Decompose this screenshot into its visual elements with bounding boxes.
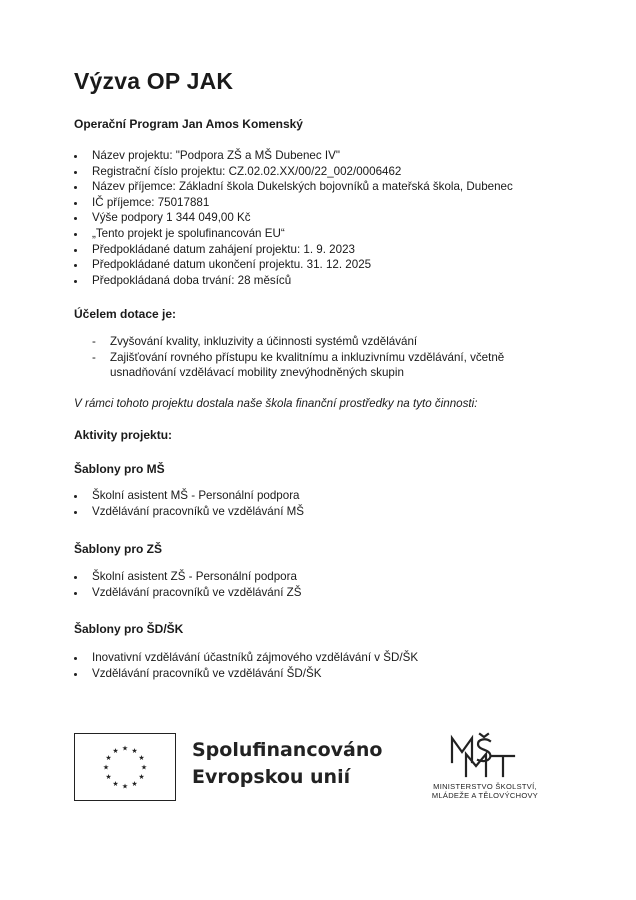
list-item: Předpokládané datum zahájení projektu: 1. 9. 2023 <box>74 242 513 258</box>
list-item: Předpokládané datum ukončení projektu. 31. 12. 2025 <box>74 257 513 273</box>
list-item: Registrační číslo projektu: CZ.02.02.XX/00/22_002/0006462 <box>74 164 513 180</box>
list-item: IČ příjemce: 75017881 <box>74 195 513 211</box>
section-heading-zs: Šablony pro ZŠ <box>74 542 163 556</box>
purpose-list <box>92 334 550 381</box>
msmt-caption <box>410 782 560 800</box>
eu-line-1: Spolufinancováno <box>192 739 383 761</box>
star-icon: ★ <box>131 781 138 788</box>
section-list-sd-sk <box>74 650 418 681</box>
list-item: Název příjemce: Základní škola Dukelských bojovníků a mateřská škola, Dubenec <box>74 179 513 195</box>
list-item: - Zvyšování kvality, inkluzivity a účinnosti systémů vzdělávání <box>92 334 550 350</box>
list-item: Vzdělávání pracovníků ve vzdělávání ZŠ <box>74 585 301 601</box>
list-item: Vzdělávání pracovníků ve vzdělávání MŠ <box>74 504 304 520</box>
page-title: Výzva OP JAK <box>74 68 234 94</box>
activities-heading: Aktivity projektu: <box>74 428 173 442</box>
list-item: Školní asistent MŠ - Personální podpora <box>74 488 304 504</box>
list-item: Název projektu: "Podpora ZŠ a MŠ Dubenec IV" <box>74 148 513 164</box>
star-icon: ★ <box>105 755 112 762</box>
msmt-logo <box>410 732 570 806</box>
star-icon: ★ <box>121 745 129 753</box>
project-info-list <box>74 148 513 288</box>
list-item: Vzdělávání pracovníků ve vzdělávání ŠD/ŠK <box>74 666 418 682</box>
eu-line-2: Evropskou unií <box>192 766 351 788</box>
star-icon: ★ <box>112 748 119 755</box>
eu-flag-icon <box>74 733 176 801</box>
star-icon: ★ <box>105 774 112 781</box>
program-subtitle: Operační Program Jan Amos Komenský <box>74 117 303 131</box>
list-item: Školní asistent ZŠ - Personální podpora <box>74 569 301 585</box>
star-icon: ★ <box>131 748 138 755</box>
section-heading-sd-sk: Šablony pro ŠD/ŠK <box>74 622 184 636</box>
section-heading-ms: Šablony pro MŠ <box>74 462 165 476</box>
section-list-zs <box>74 569 301 600</box>
list-item: „Tento projekt je spolufinancován EU“ <box>74 226 513 242</box>
list-item: Inovativní vzdělávání účastníků zájmového vzdělávání v ŠD/ŠK <box>74 650 418 666</box>
msmt-line-2: MLÁDEŽE A TĚLOVÝCHOVY <box>431 791 539 800</box>
star-icon: ★ <box>138 774 145 781</box>
msmt-line-1: MINISTERSTVO ŠKOLSTVÍ, <box>433 782 537 791</box>
eu-cofunding-text <box>192 737 382 791</box>
star-icon: ★ <box>121 783 129 791</box>
funding-note: V rámci tohoto projektu dostala naše škola finanční prostředky na tyto činnosti: <box>74 397 478 410</box>
msmt-logo-mark <box>410 732 570 782</box>
list-item: Výše podpory 1 344 049,00 Kč <box>74 210 513 226</box>
list-item: - Zajišťování rovného přístupu ke kvalitnímu a inkluzivnímu vzdělávání, včetně usnadňování vzdělávací mobility znevýhodněných skupin <box>92 350 550 381</box>
star-icon: ★ <box>102 764 110 772</box>
star-icon: ★ <box>112 781 119 788</box>
section-list-ms <box>74 488 304 519</box>
purpose-heading: Účelem dotace je: <box>74 307 177 321</box>
list-item: Předpokládaná doba trvání: 28 měsíců <box>74 273 513 289</box>
star-icon: ★ <box>138 755 145 762</box>
star-icon: ★ <box>140 764 148 772</box>
